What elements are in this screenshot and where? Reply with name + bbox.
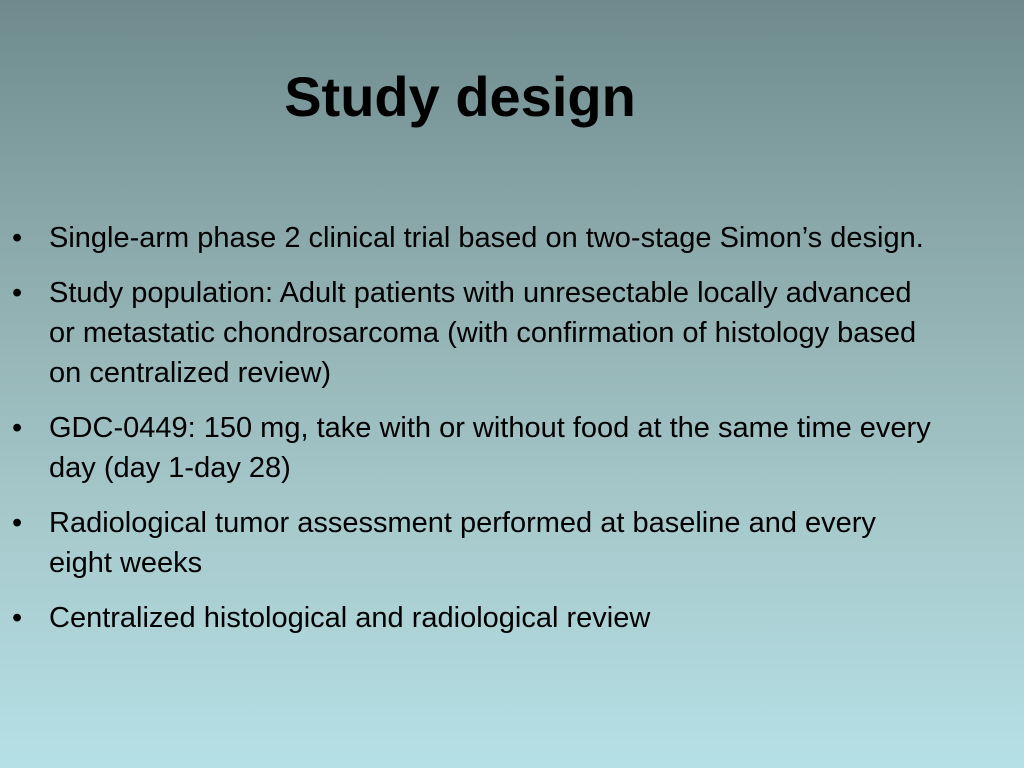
bullet-item [12,598,932,638]
bullet-list [12,218,932,653]
bullet-text: GDC-0449: 150 mg, take with or without food at the same time every day (day 1-day 28) [49,412,931,484]
bullet-text: Single-arm phase 2 clinical trial based on two-stage Simon’s design. [49,222,924,254]
bullet-symbol: • [12,507,23,539]
bullet-text: Radiological tumor assessment performed at baseline and every eight weeks [49,507,876,579]
bullet-symbol: • [12,602,23,634]
bullet-item [12,273,932,393]
bullet-item [12,408,932,488]
slide-title: Study design [284,65,636,128]
bullet-text: Centralized histological and radiological review [49,602,651,634]
bullet-text: Study population: Adult patients with unresectable locally advanced or metastatic chondrosarcoma (with confirmation of histology based on centralized review) [49,277,917,389]
bullet-symbol: • [12,412,23,444]
bullet-item [12,218,932,258]
bullet-symbol: • [12,222,23,254]
bullet-item [12,503,932,583]
bullet-symbol: • [12,277,23,309]
